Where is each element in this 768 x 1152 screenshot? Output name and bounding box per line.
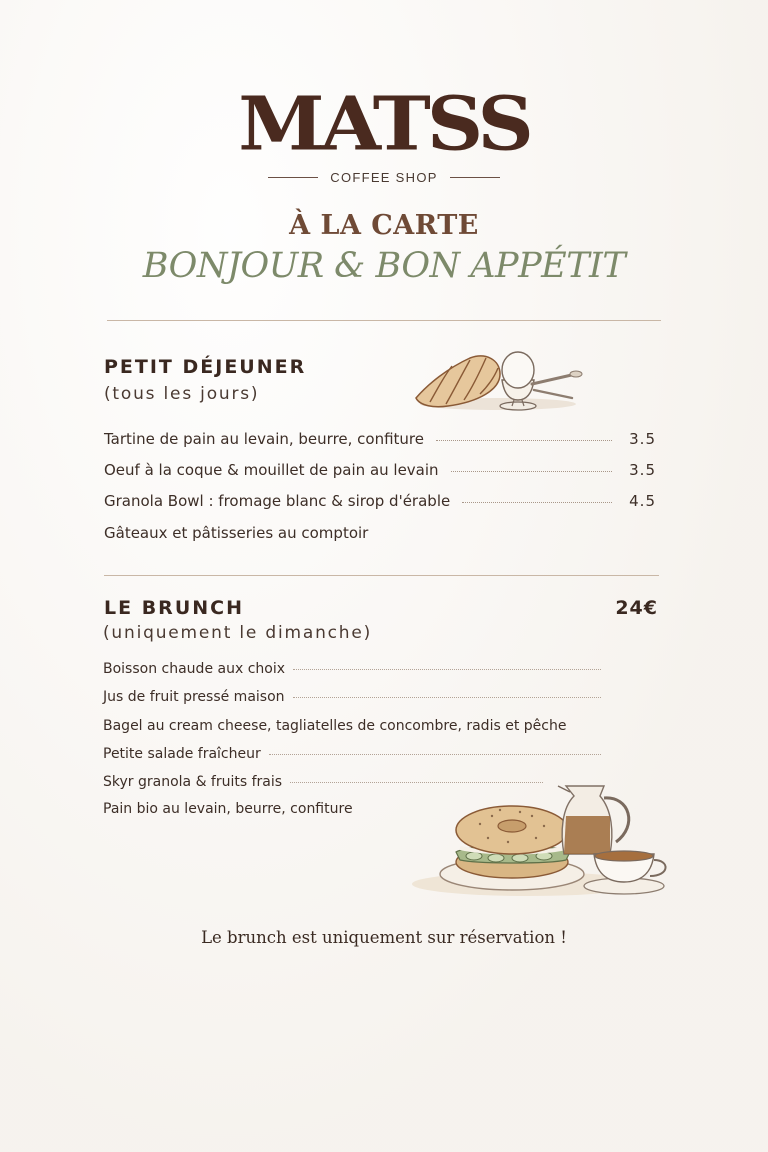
list-item: Pain bio au levain, beurre, confiture: [103, 801, 353, 817]
price: 4.5: [629, 492, 656, 510]
menu-item: Oeuf à la coque & mouillet de pain au levain 3.5: [104, 461, 656, 479]
divider: [268, 177, 318, 178]
list-item: Bagel au cream cheese, tagliatelles de concombre, radis et pêche: [103, 718, 567, 734]
price: 3.5: [629, 430, 656, 448]
price: 3.5: [629, 461, 656, 479]
section-divider: [104, 575, 659, 576]
list-item: Petite salade fraîcheur: [103, 746, 607, 762]
reservation-note: Le brunch est uniquement sur réservation !: [201, 928, 567, 947]
menu-item: Granola Bowl : fromage blanc & sirop d'érable 4.5: [104, 492, 656, 510]
dot-leader: [451, 471, 612, 472]
section-subtitle: (tous les jours): [104, 384, 260, 404]
croissant-and-egg-icon: [408, 344, 584, 416]
dot-leader: [293, 669, 601, 670]
brunch-price: 24€: [615, 597, 658, 619]
section-subtitle: (uniquement le dimanche): [103, 623, 373, 643]
brand-logo: MATSS: [238, 81, 530, 168]
dot-leader: [293, 697, 601, 698]
menu-tagline: BONJOUR & BON APPÉTIT: [142, 246, 626, 286]
section-title-brunch: LE BRUNCH: [104, 597, 244, 619]
list-item: Boisson chaude aux choix: [103, 661, 607, 677]
brand-subtitle-row: [0, 170, 768, 185]
dot-leader: [269, 754, 601, 755]
menu-heading: À LA CARTE: [289, 210, 479, 241]
bagel-and-coffee-icon: [408, 776, 672, 904]
divider: [450, 177, 500, 178]
section-title-petit-dejeuner: PETIT DÉJEUNER: [104, 356, 307, 378]
dot-leader: [462, 502, 612, 503]
menu-item: Gâteaux et pâtisseries au comptoir: [104, 524, 369, 542]
list-item: Skyr granola & fruits frais: [103, 774, 549, 790]
section-divider: [107, 320, 661, 321]
brand-subtitle: COFFEE SHOP: [330, 170, 438, 185]
dot-leader: [436, 440, 612, 441]
menu-item: Tartine de pain au levain, beurre, confiture 3.5: [104, 430, 656, 448]
list-item: Jus de fruit pressé maison: [103, 689, 607, 705]
